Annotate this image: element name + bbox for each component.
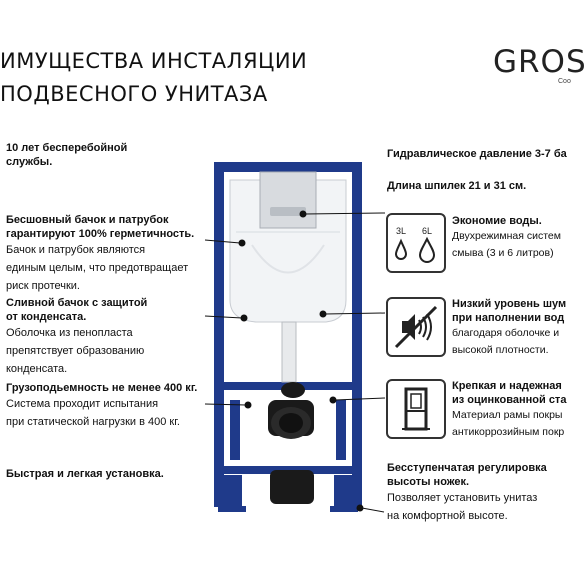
water-3l-label: 3L bbox=[395, 226, 407, 236]
feature-condensation-title-1: Сливной бачок с защитой bbox=[6, 297, 148, 309]
feature-seamless-desc-2: единым целым, что предотвращает bbox=[6, 262, 189, 274]
feature-condensation-desc-2: препятствует образованию bbox=[6, 345, 145, 357]
feature-durability-title-2: службы. bbox=[6, 156, 53, 168]
feature-pressure-title: Гидравлическое давление 3-7 ба bbox=[387, 148, 567, 160]
brand-subtitle: Coo bbox=[558, 78, 571, 85]
page-title-line-2: ПОДВЕСНОГО УНИТАЗА bbox=[0, 82, 268, 106]
feature-water-desc-2: смыва (3 и 6 литров) bbox=[452, 247, 554, 259]
feature-studs-title: Длина шпилек 21 и 31 см. bbox=[387, 180, 527, 192]
feature-frame-desc-1: Материал рамы покры bbox=[452, 409, 563, 421]
feature-condensation-desc-1: Оболочка из пенопласта bbox=[6, 327, 133, 339]
feature-seamless-desc-1: Бачок и патрубок являются bbox=[6, 244, 146, 256]
feature-frame-title-2: из оцинкованной ста bbox=[452, 394, 567, 406]
feature-seamless-title-1: Бесшовный бачок и патрубок bbox=[6, 214, 169, 226]
feature-load-desc-2: при статической нагрузки в 400 кг. bbox=[6, 416, 180, 428]
feature-durability-title-1: 10 лет бесперебойной bbox=[6, 142, 128, 154]
feature-noise-title-2: при наполнении вод bbox=[452, 312, 565, 324]
feature-load-title: Грузоподьемность не менее 400 кг. bbox=[6, 382, 198, 394]
feature-height-title-2: высоты ножек. bbox=[387, 476, 470, 488]
feature-frame-desc-2: антикоррозийным покр bbox=[452, 426, 565, 438]
feature-condensation-title-2: от конденсата. bbox=[6, 311, 87, 323]
feature-load-desc-1: Система проходит испытания bbox=[6, 398, 159, 410]
feature-condensation-desc-3: конденсата. bbox=[6, 363, 68, 375]
feature-water-desc-1: Двухрежимная систем bbox=[452, 230, 561, 242]
feature-water-title: Экономие воды. bbox=[452, 215, 542, 227]
feature-noise-desc-2: высокой плотности. bbox=[452, 344, 549, 356]
feature-seamless-title-2: гарантируют 100% герметичность. bbox=[6, 228, 195, 240]
feature-height-desc-2: на комфортной высоте. bbox=[387, 510, 508, 522]
feature-noise-desc-1: благодаря оболочке и bbox=[452, 327, 560, 339]
brand-logo: GROS bbox=[493, 44, 587, 80]
feature-seamless-desc-3: риск протечки. bbox=[6, 280, 80, 292]
water-6l-label: 6L bbox=[421, 226, 433, 236]
feature-height-desc-1: Позволяет установить унитаз bbox=[387, 492, 538, 504]
feature-easy-install-title: Быстрая и легкая установка. bbox=[6, 468, 164, 480]
feature-height-title-1: Бесступенчатая регулировка bbox=[387, 462, 547, 474]
feature-noise-title-1: Низкий уровень шум bbox=[452, 298, 567, 310]
page-title-line-1: ИМУЩЕСТВА ИНСТАЛЯЦИИ bbox=[0, 49, 308, 73]
feature-frame-title-1: Крепкая и надежная bbox=[452, 380, 562, 392]
